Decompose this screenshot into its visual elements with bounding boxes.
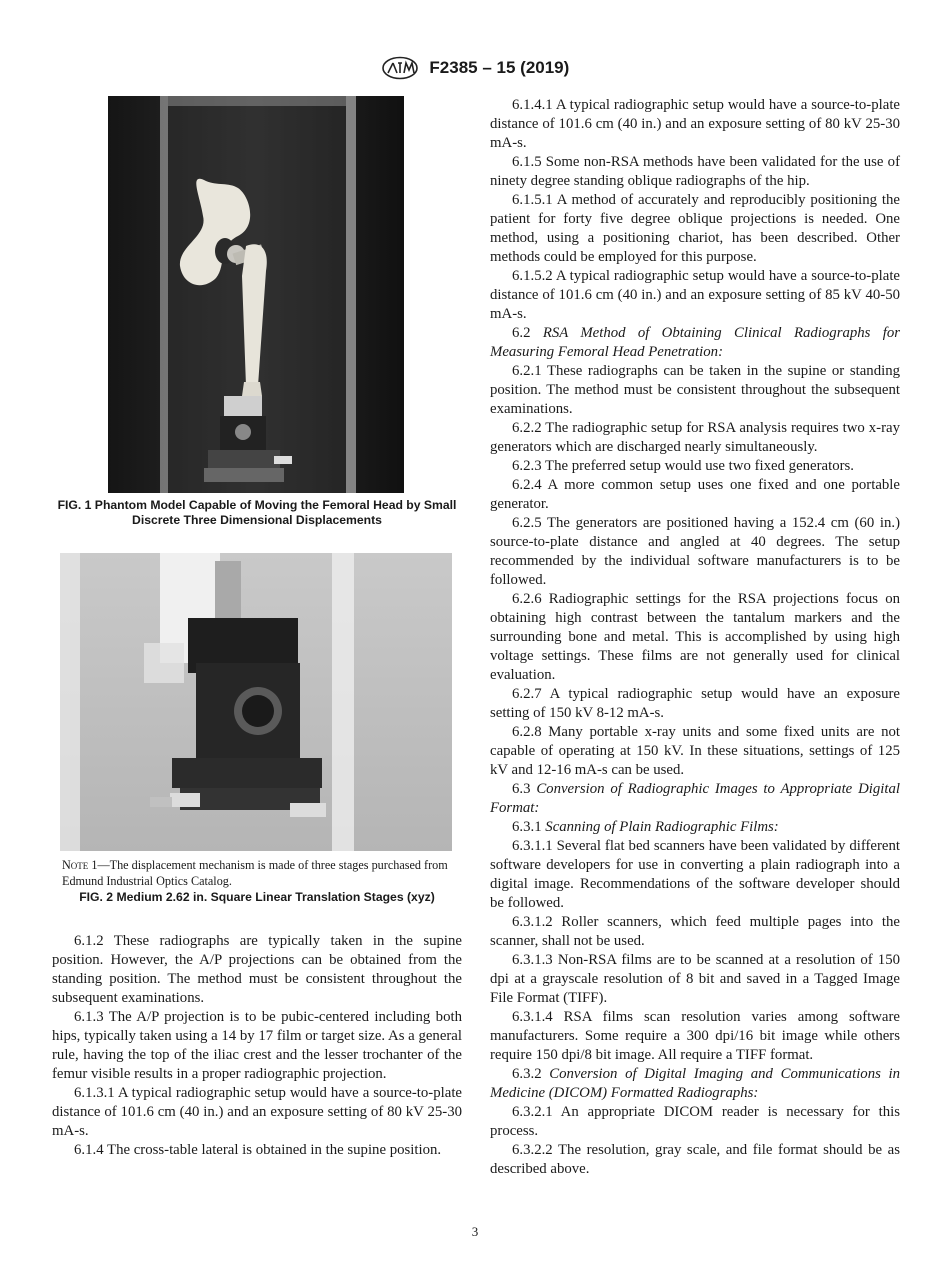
paragraph-6-3-1-1: 6.3.1.1 Several flat bed scanners have been validated by different software developers for use in converting a plain radiograph into a digital image. Recommendations of the software developer should be followed.	[490, 838, 900, 911]
standard-code: F2385 – 15 (2019)	[429, 58, 570, 77]
section-number: 6.2	[512, 325, 543, 341]
paragraph-6-1-4-1: 6.1.4.1 A typical radiographic setup would have a source-to-plate distance of 101.6 cm (40 in.) and an exposure setting of 80 kV 25-30 mA-s.	[490, 97, 900, 151]
paragraph-6-3-1-4: 6.3.1.4 RSA films scan resolution varies among software manufacturers. Some require a 300 dpi/16 bit image while others require 150 dpi/8 bit image. All require a TIFF format.	[490, 1009, 900, 1063]
astm-logo-icon	[381, 56, 419, 80]
figure2-photo	[60, 553, 452, 851]
section-6-3-heading	[490, 780, 900, 818]
paragraph-6-1-3: 6.1.3 The A/P projection is to be pubic-centered including both hips, typically taken using a 14 by 17 film or target size. As a general rule, having the top of the iliac crest and the lesser trochanter of the femur visible results in a proper radiographic projection.	[52, 1009, 462, 1082]
note-text: 1—The displacement mechanism is made of three stages purchased from Edmund Industrial Optics Catalog.	[62, 858, 448, 888]
paragraph-6-3-2-2: 6.3.2.2 The resolution, gray scale, and file format should be as described above.	[490, 1142, 900, 1177]
section-title: Conversion of Radiographic Images to Appropriate Digital Format:	[490, 781, 900, 816]
section-title: RSA Method of Obtaining Clinical Radiographs for Measuring Femoral Head Penetration:	[490, 325, 900, 360]
section-6-3-2-heading	[490, 1065, 900, 1103]
paragraph-6-1-2: 6.1.2 These radiographs are typically taken in the supine position. However, the A/P projections can be obtained from the standing position. The method must be consistent throughout the subsequent examinations.	[52, 933, 462, 1006]
paragraph-6-3-1-3: 6.3.1.3 Non-RSA films are to be scanned at a resolution of 150 dpi at a grayscale resolution of 8 bit and saved in a Tagged Image File Format (TIFF).	[490, 952, 900, 1006]
paragraph-6-1-5-2: 6.1.5.2 A typical radiographic setup would have a source-to-plate distance of 101.6 cm (40 in.) and an exposure setting of 85 kV 40-50 mA-s.	[490, 268, 900, 322]
section-number: 6.3.1	[512, 819, 546, 835]
section-title: Conversion of Digital Imaging and Communications in Medicine (DICOM) Formatted Radiographs:	[490, 1066, 901, 1101]
paragraph-6-2-6: 6.2.6 Radiographic settings for the RSA projections focus on obtaining high contrast between the tantalum markers and the surrounding bone and metal. This is accomplished by using high voltage settings. These films are not generally used for clinical evaluation.	[490, 591, 900, 683]
paragraph-6-1-3-1: 6.1.3.1 A typical radiographic setup would have a source-to-plate distance of 101.6 cm (40 in.) and an exposure setting of 80 kV 25-30 mA-s.	[52, 1085, 462, 1139]
note-label: Note	[62, 858, 89, 872]
page-number: 3	[471, 1224, 479, 1239]
section-title: Scanning of Plain Radiographic Films:	[545, 819, 779, 835]
paragraph-6-1-5-1: 6.1.5.1 A method of accurately and reproducibly positioning the patient for forty five degree oblique projections is needed. One method, using a positioning chariot, has been described. Other methods could be employed for this purpose.	[490, 192, 900, 265]
figure2-caption: FIG. 2 Medium 2.62 in. Square Linear Translation Stages (xyz)	[79, 890, 435, 904]
paragraph-6-2-8: 6.2.8 Many portable x-ray units and some fixed units are not capable of operating at 150 kV. In these situations, settings of 125 kV and 12-16 mA-s can be used.	[490, 724, 900, 778]
paragraph-6-2-3: 6.2.3 The preferred setup would use two fixed generators.	[512, 458, 855, 474]
paragraph-6-1-4: 6.1.4 The cross-table lateral is obtained in the supine position.	[74, 1142, 442, 1158]
figure1-caption: FIG. 1 Phantom Model Capable of Moving the Femoral Head by Small Discrete Three Dimensional Displacements	[57, 498, 457, 527]
section-number: 6.3	[512, 781, 537, 797]
right-column-text	[490, 96, 900, 1179]
page-header	[0, 56, 950, 80]
paragraph-6-2-4: 6.2.4 A more common setup uses one fixed and one portable generator.	[490, 477, 900, 512]
left-column-text	[52, 932, 462, 1160]
paragraph-6-1-5: 6.1.5 Some non-RSA methods have been validated for the use of ninety degree standing oblique radiographs of the hip.	[490, 154, 900, 189]
paragraph-6-2-2: 6.2.2 The radiographic setup for RSA analysis requires two x-ray generators which are discharged nearly simultaneously.	[490, 420, 900, 455]
paragraph-6-2-7: 6.2.7 A typical radiographic setup would have an exposure setting of 150 kV 8-12 mA-s.	[490, 686, 900, 721]
paragraph-6-2-5: 6.2.5 The generators are positioned having a 152.4 cm (60 in.) source-to-plate distance and angled at 40 degrees. The setup recommended by the individual software manufacturers is to be followed.	[490, 515, 900, 588]
paragraph-6-3-1-2: 6.3.1.2 Roller scanners, which feed multiple pages into the scanner, shall not be used.	[490, 914, 900, 949]
paragraph-6-3-2-1: 6.3.2.1 An appropriate DICOM reader is necessary for this process.	[490, 1104, 900, 1139]
paragraph-6-2-1: 6.2.1 These radiographs can be taken in the supine or standing position. The method must be consistent throughout the subsequent examinations.	[490, 363, 900, 417]
section-number: 6.3.2	[512, 1066, 550, 1082]
figure1-photo	[108, 96, 404, 493]
section-6-2-heading	[490, 324, 900, 362]
section-6-3-1-heading	[490, 818, 900, 837]
figure2-note	[62, 857, 457, 889]
